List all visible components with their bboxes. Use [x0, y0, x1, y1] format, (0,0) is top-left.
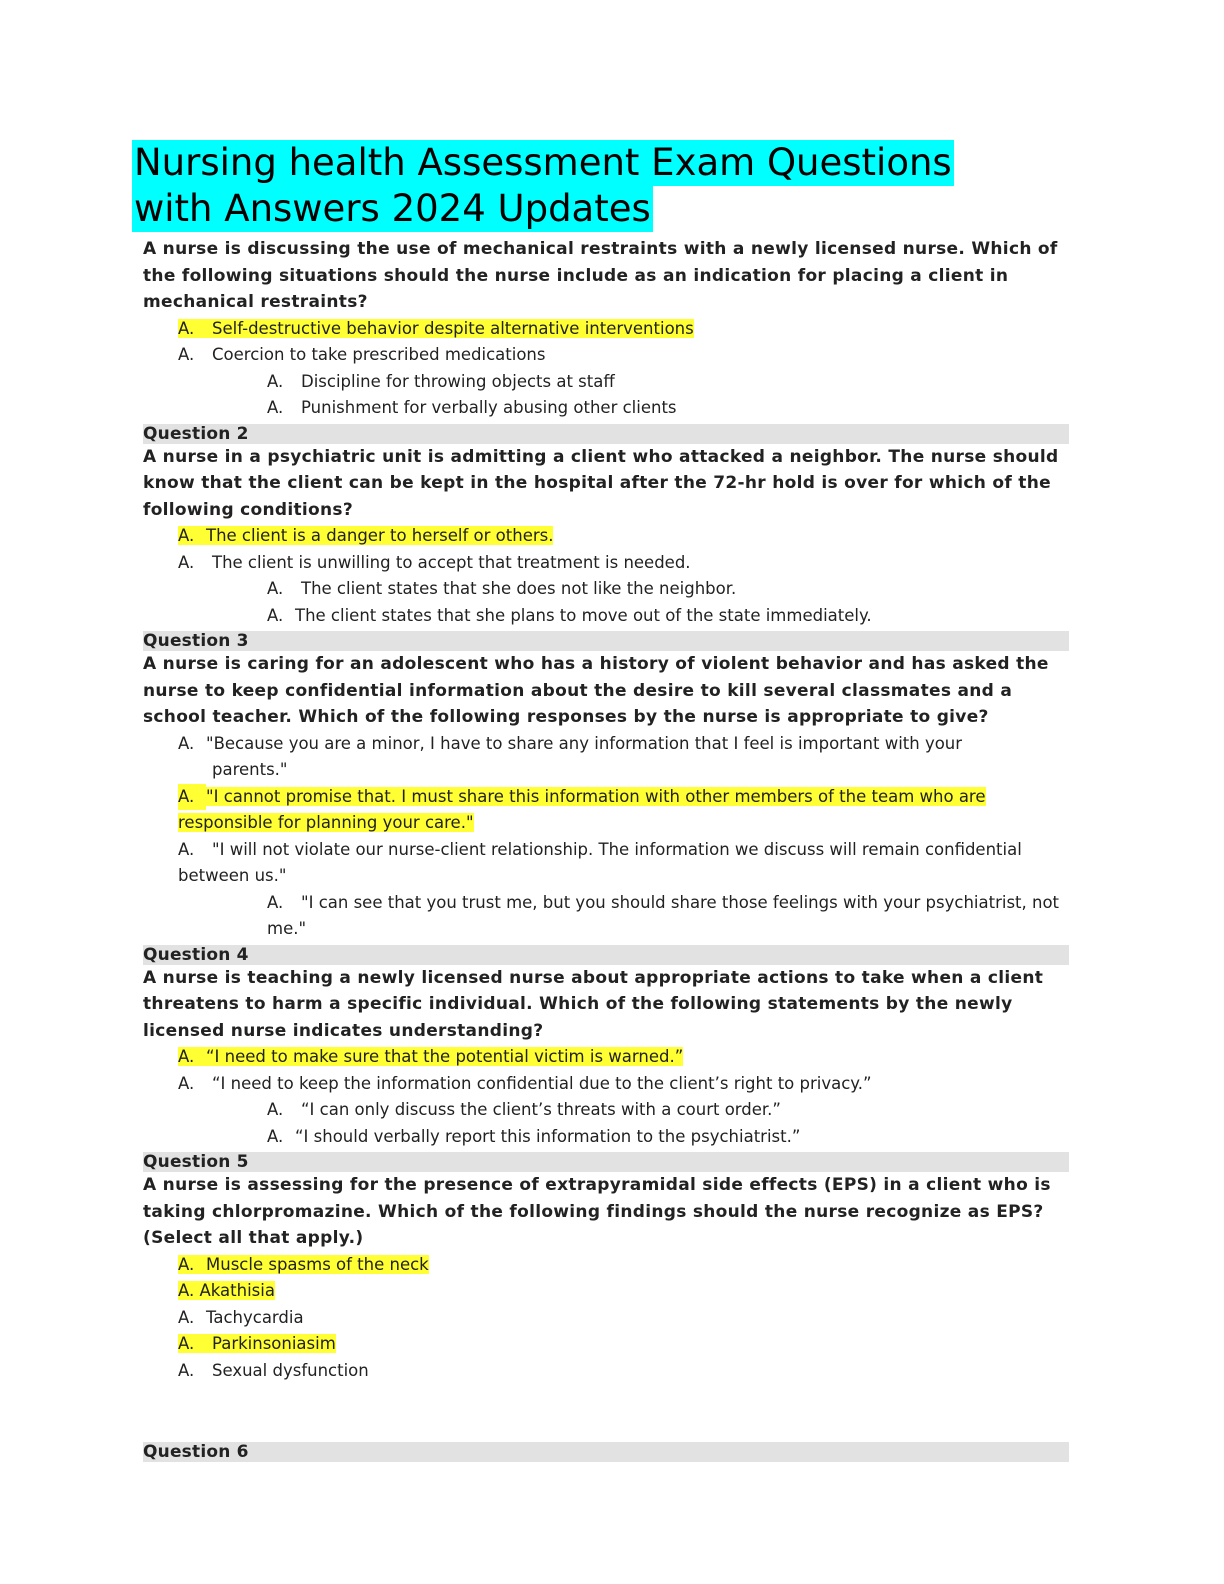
- answer-option: A. “I can only discuss the client’s threats with a court order.”: [267, 1100, 781, 1119]
- answer-option-correct: A. “I need to make sure that the potential victim is warned.”: [178, 1047, 684, 1066]
- question-heading: Question 3: [143, 631, 1069, 651]
- answer-option-correct: A. Parkinsoniasim: [178, 1334, 336, 1353]
- answer-option: A. Tachycardia: [178, 1307, 304, 1327]
- question-heading: Question 6: [143, 1442, 1069, 1462]
- answer-option-correct: A. The client is a danger to herself or others.: [178, 526, 554, 545]
- question-stem: A nurse is assessing for the presence of extrapyramidal side effects (EPS) in a client who is taking chlorpromazine. Which of the following findings should the nurse recognize as EPS? (Select all that apply.): [143, 1175, 1051, 1248]
- answer-option: A. The client states that she plans to move out of the state immediately.: [267, 605, 872, 625]
- title-line-2: with Answers 2024 Updates: [134, 187, 651, 230]
- answer-option: A. The client is unwilling to accept that treatment is needed.: [178, 552, 691, 572]
- question-stem: A nurse is teaching a newly licensed nurse about appropriate actions to take when a client threatens to harm a specific individual. Which of the following statements by the newly licensed nurse indicates understanding?: [143, 967, 1044, 1041]
- answer-option: A. Sexual dysfunction: [178, 1360, 369, 1380]
- answer-option: A. "I can see that you trust me, but you should share those feelings with your psychiatrist, not me.": [267, 892, 1060, 938]
- answer-option: A. Punishment for verbally abusing other clients: [267, 398, 677, 417]
- question-stem: A nurse in a psychiatric unit is admitting a client who attacked a neighbor. The nurse should know that the client can be kept in the hospital after the 72-hr hold is over for which of the following conditions?: [143, 446, 1059, 520]
- answer-option-correct: A. Self-destructive behavior despite alternative interventions: [178, 318, 694, 338]
- question-list: [143, 236, 1069, 1462]
- answer-option: A. “I need to keep the information confidential due to the client’s right to privacy.”: [178, 1073, 872, 1093]
- question-stem: A nurse is discussing the use of mechanical restraints with a newly licensed nurse. Which of the following situations should the nurse include as an indication for placing a client in mechanical restraints?: [143, 239, 1058, 312]
- answer-option: A. "Because you are a minor, I have to share any information that I feel is important with your parents.": [178, 733, 963, 779]
- document-title: [132, 140, 954, 232]
- answer-option: A. “I should verbally report this information to the psychiatrist.”: [267, 1126, 801, 1146]
- question-heading: Question 2: [143, 424, 1069, 444]
- question-heading: Question 5: [143, 1152, 1069, 1172]
- spacer: [143, 1384, 1069, 1440]
- answer-option: A. Discipline for throwing objects at staff: [267, 371, 615, 391]
- title-line-1: Nursing health Assessment Exam Questions: [134, 141, 952, 184]
- question-heading: Question 4: [143, 945, 1069, 965]
- answer-option: A. Coercion to take prescribed medications: [178, 345, 546, 364]
- answer-option: A. "I will not violate our nurse-client relationship. The information we discuss will remain confidential between us.": [178, 839, 1022, 885]
- answer-option-correct: A. Akathisia: [178, 1281, 275, 1300]
- answer-option-correct: A. Muscle spasms of the neck: [178, 1254, 429, 1274]
- question-stem: A nurse is caring for an adolescent who has a history of violent behavior and has asked the nurse to keep confidential information about the desire to kill several classmates and a school teacher. Which of the following responses by the nurse is appropriate to give?: [143, 654, 1049, 727]
- answer-option: A. The client states that she does not like the neighbor.: [267, 579, 737, 598]
- answer-option-correct: A. "I cannot promise that. I must share this information with other members of the team who are responsible for planning your care.": [143, 784, 1069, 837]
